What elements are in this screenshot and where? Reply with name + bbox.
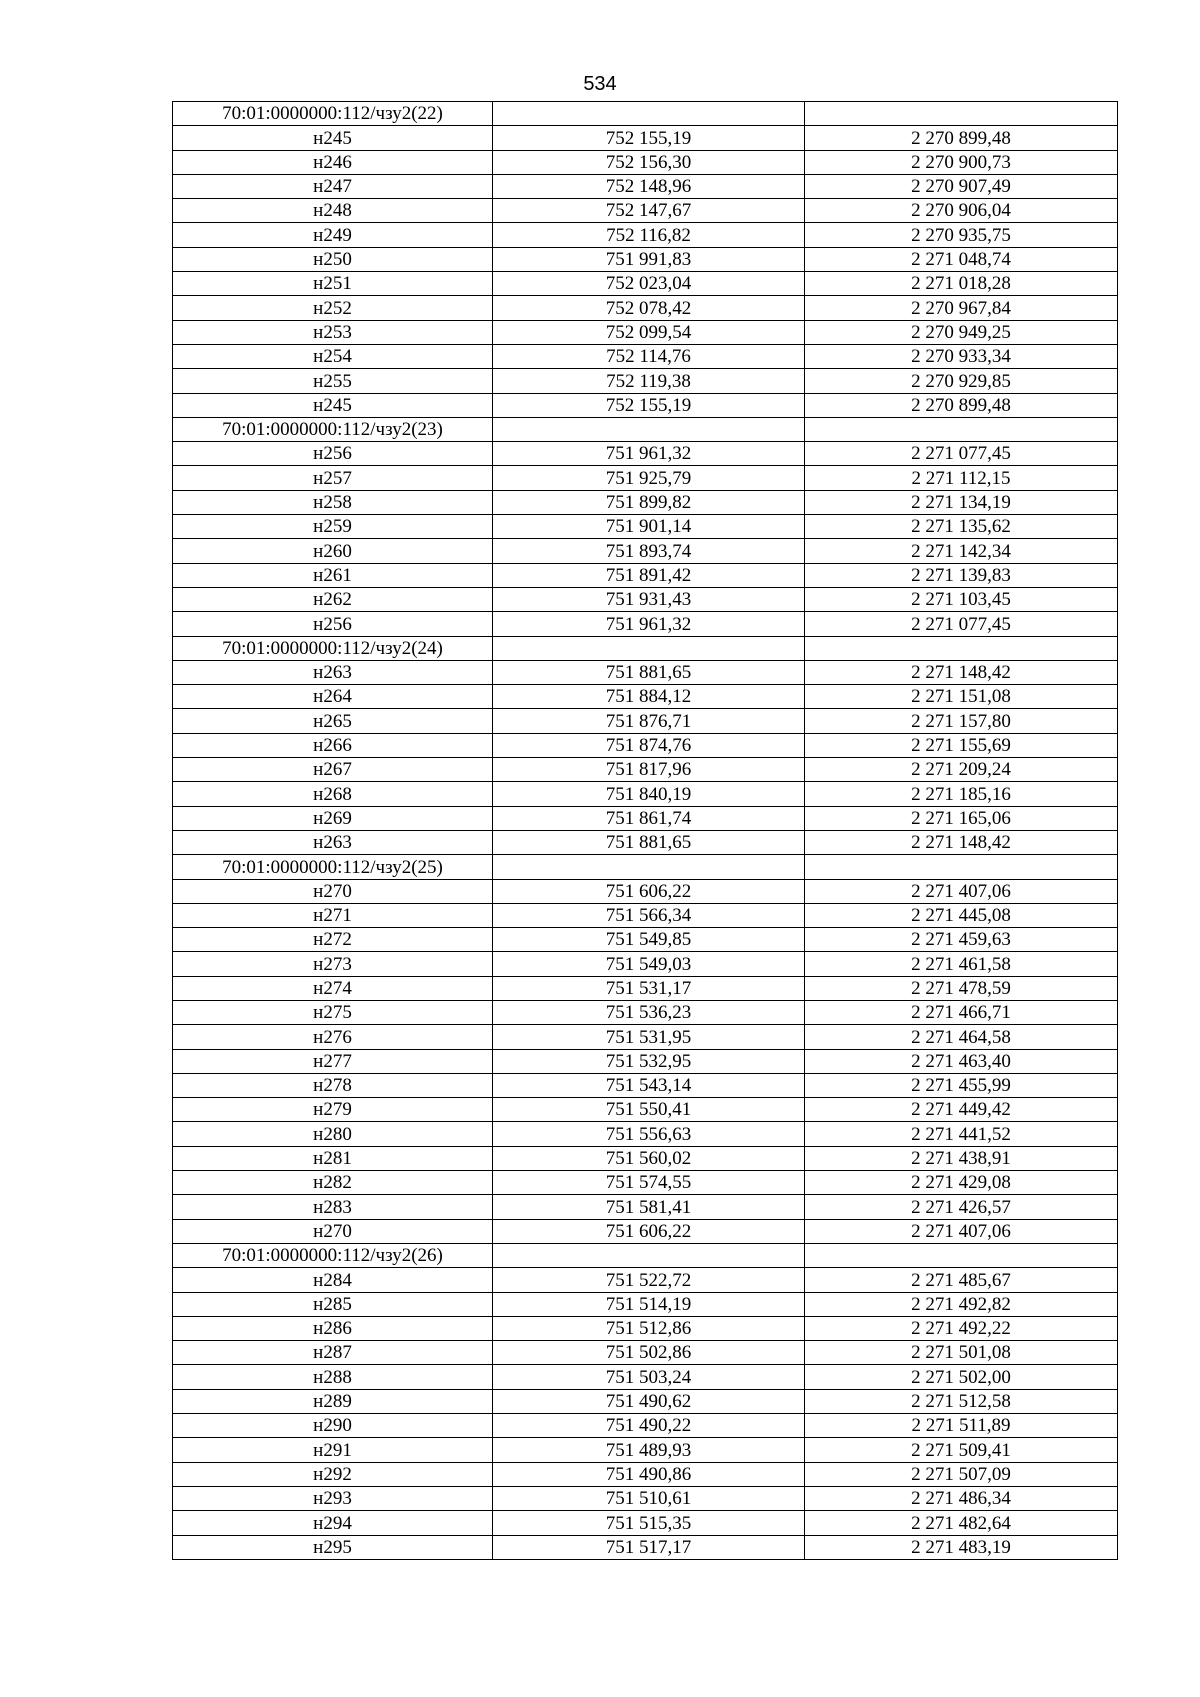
point-label-cell: н270 <box>173 879 493 903</box>
point-label-cell: н281 <box>173 1146 493 1170</box>
y-coordinate-cell: 2 270 907,49 <box>805 174 1118 198</box>
y-coordinate-cell: 2 271 485,67 <box>805 1268 1118 1292</box>
y-coordinate-cell: 2 271 142,34 <box>805 539 1118 563</box>
point-label-cell: н245 <box>173 393 493 417</box>
x-coordinate-cell <box>493 1243 805 1267</box>
x-coordinate-cell: 751 606,22 <box>493 879 805 903</box>
y-coordinate-cell: 2 271 018,28 <box>805 272 1118 296</box>
point-label-cell: н247 <box>173 174 493 198</box>
y-coordinate-cell: 2 271 464,58 <box>805 1025 1118 1049</box>
y-coordinate-cell: 2 271 165,06 <box>805 806 1118 830</box>
point-label-cell: н294 <box>173 1511 493 1535</box>
table-row <box>173 1535 1118 1559</box>
x-coordinate-cell <box>493 102 805 126</box>
table-row <box>173 1316 1118 1340</box>
x-coordinate-cell: 752 155,19 <box>493 393 805 417</box>
y-coordinate-cell: 2 271 157,80 <box>805 709 1118 733</box>
y-coordinate-cell: 2 271 483,19 <box>805 1535 1118 1559</box>
x-coordinate-cell: 751 556,63 <box>493 1122 805 1146</box>
y-coordinate-cell: 2 271 407,06 <box>805 879 1118 903</box>
table-row <box>173 539 1118 563</box>
table-row <box>173 1171 1118 1195</box>
y-coordinate-cell: 2 271 135,62 <box>805 515 1118 539</box>
x-coordinate-cell: 751 549,85 <box>493 928 805 952</box>
x-coordinate-cell: 751 884,12 <box>493 685 805 709</box>
table-row <box>173 903 1118 927</box>
point-label-cell: н282 <box>173 1171 493 1195</box>
point-label-cell: н262 <box>173 587 493 611</box>
x-coordinate-cell: 751 899,82 <box>493 490 805 514</box>
y-coordinate-cell: 2 271 139,83 <box>805 563 1118 587</box>
table-row <box>173 1341 1118 1365</box>
table-row <box>173 758 1118 782</box>
table-row <box>173 174 1118 198</box>
y-coordinate-cell <box>805 855 1118 879</box>
point-label-cell: н277 <box>173 1049 493 1073</box>
point-label-cell: н289 <box>173 1389 493 1413</box>
table-row <box>173 272 1118 296</box>
x-coordinate-cell: 751 566,34 <box>493 903 805 927</box>
table-section-header-row <box>173 855 1118 879</box>
y-coordinate-cell: 2 270 967,84 <box>805 296 1118 320</box>
point-label-cell: н254 <box>173 344 493 368</box>
table-row <box>173 466 1118 490</box>
y-coordinate-cell: 2 271 459,63 <box>805 928 1118 952</box>
point-label-cell: н272 <box>173 928 493 952</box>
x-coordinate-cell: 751 490,62 <box>493 1389 805 1413</box>
table-row <box>173 515 1118 539</box>
x-coordinate-cell: 751 881,65 <box>493 660 805 684</box>
point-label-cell: н275 <box>173 1000 493 1024</box>
x-coordinate-cell: 751 531,95 <box>493 1025 805 1049</box>
table-row <box>173 1025 1118 1049</box>
point-label-cell: н266 <box>173 733 493 757</box>
table-row <box>173 1438 1118 1462</box>
x-coordinate-cell: 751 840,19 <box>493 782 805 806</box>
table-row <box>173 1122 1118 1146</box>
point-label-cell: 70:01:0000000:112/чзу2(25) <box>173 855 493 879</box>
x-coordinate-cell: 751 961,32 <box>493 442 805 466</box>
y-coordinate-cell: 2 271 426,57 <box>805 1195 1118 1219</box>
point-label-cell: н291 <box>173 1438 493 1462</box>
x-coordinate-cell: 752 147,67 <box>493 199 805 223</box>
point-label-cell: н274 <box>173 976 493 1000</box>
point-label-cell: н256 <box>173 612 493 636</box>
table-row <box>173 563 1118 587</box>
point-label-cell: 70:01:0000000:112/чзу2(24) <box>173 636 493 660</box>
point-label-cell: н248 <box>173 199 493 223</box>
y-coordinate-cell: 2 271 511,89 <box>805 1414 1118 1438</box>
x-coordinate-cell <box>493 417 805 441</box>
table-row <box>173 1219 1118 1243</box>
y-coordinate-cell <box>805 417 1118 441</box>
point-label-cell: н259 <box>173 515 493 539</box>
point-label-cell: н284 <box>173 1268 493 1292</box>
y-coordinate-cell: 2 271 502,00 <box>805 1365 1118 1389</box>
y-coordinate-cell: 2 270 929,85 <box>805 369 1118 393</box>
x-coordinate-cell: 751 489,93 <box>493 1438 805 1462</box>
y-coordinate-cell: 2 271 077,45 <box>805 612 1118 636</box>
x-coordinate-cell: 751 874,76 <box>493 733 805 757</box>
point-label-cell: н293 <box>173 1486 493 1510</box>
y-coordinate-cell: 2 271 209,24 <box>805 758 1118 782</box>
x-coordinate-cell: 751 606,22 <box>493 1219 805 1243</box>
table-section-header-row <box>173 417 1118 441</box>
y-coordinate-cell: 2 270 949,25 <box>805 320 1118 344</box>
table-row <box>173 1268 1118 1292</box>
point-label-cell: н286 <box>173 1316 493 1340</box>
y-coordinate-cell <box>805 636 1118 660</box>
y-coordinate-cell: 2 271 461,58 <box>805 952 1118 976</box>
table-row <box>173 1049 1118 1073</box>
x-coordinate-cell: 751 817,96 <box>493 758 805 782</box>
table-section-header-row <box>173 102 1118 126</box>
x-coordinate-cell: 751 893,74 <box>493 539 805 563</box>
y-coordinate-cell: 2 271 466,71 <box>805 1000 1118 1024</box>
table-row <box>173 223 1118 247</box>
table-row <box>173 1146 1118 1170</box>
table-row <box>173 1000 1118 1024</box>
point-label-cell: н267 <box>173 758 493 782</box>
coordinates-table <box>172 101 1118 1560</box>
x-coordinate-cell: 752 119,38 <box>493 369 805 393</box>
y-coordinate-cell <box>805 102 1118 126</box>
point-label-cell: н270 <box>173 1219 493 1243</box>
x-coordinate-cell: 752 078,42 <box>493 296 805 320</box>
table-row <box>173 733 1118 757</box>
point-label-cell: н257 <box>173 466 493 490</box>
point-label-cell: н245 <box>173 126 493 150</box>
y-coordinate-cell: 2 271 492,22 <box>805 1316 1118 1340</box>
y-coordinate-cell: 2 270 935,75 <box>805 223 1118 247</box>
y-coordinate-cell: 2 271 445,08 <box>805 903 1118 927</box>
table-row <box>173 587 1118 611</box>
table-row <box>173 806 1118 830</box>
table-row <box>173 369 1118 393</box>
point-label-cell: н249 <box>173 223 493 247</box>
table-section-header-row <box>173 636 1118 660</box>
table-row <box>173 952 1118 976</box>
x-coordinate-cell: 751 532,95 <box>493 1049 805 1073</box>
point-label-cell: н258 <box>173 490 493 514</box>
y-coordinate-cell: 2 271 185,16 <box>805 782 1118 806</box>
point-label-cell: н278 <box>173 1073 493 1097</box>
x-coordinate-cell: 751 522,72 <box>493 1268 805 1292</box>
x-coordinate-cell: 752 023,04 <box>493 272 805 296</box>
point-label-cell: н246 <box>173 150 493 174</box>
table-row <box>173 1389 1118 1413</box>
coordinates-table-body <box>173 102 1118 1560</box>
x-coordinate-cell: 752 114,76 <box>493 344 805 368</box>
x-coordinate-cell: 751 991,83 <box>493 247 805 271</box>
table-row <box>173 126 1118 150</box>
point-label-cell: н273 <box>173 952 493 976</box>
table-row <box>173 490 1118 514</box>
x-coordinate-cell: 751 574,55 <box>493 1171 805 1195</box>
table-row <box>173 1292 1118 1316</box>
table-row <box>173 660 1118 684</box>
table-row <box>173 1098 1118 1122</box>
table-row <box>173 199 1118 223</box>
y-coordinate-cell: 2 271 148,42 <box>805 830 1118 854</box>
table-row <box>173 1195 1118 1219</box>
x-coordinate-cell: 751 543,14 <box>493 1073 805 1097</box>
point-label-cell: н279 <box>173 1098 493 1122</box>
y-coordinate-cell: 2 271 441,52 <box>805 1122 1118 1146</box>
table-row <box>173 296 1118 320</box>
point-label-cell: н252 <box>173 296 493 320</box>
x-coordinate-cell: 752 099,54 <box>493 320 805 344</box>
x-coordinate-cell: 751 876,71 <box>493 709 805 733</box>
y-coordinate-cell: 2 271 507,09 <box>805 1462 1118 1486</box>
table-row <box>173 344 1118 368</box>
x-coordinate-cell: 751 517,17 <box>493 1535 805 1559</box>
x-coordinate-cell <box>493 636 805 660</box>
y-coordinate-cell: 2 271 077,45 <box>805 442 1118 466</box>
table-row <box>173 1073 1118 1097</box>
x-coordinate-cell: 752 148,96 <box>493 174 805 198</box>
table-row <box>173 830 1118 854</box>
table-row <box>173 1414 1118 1438</box>
table-row <box>173 709 1118 733</box>
y-coordinate-cell: 2 271 148,42 <box>805 660 1118 684</box>
y-coordinate-cell: 2 270 933,34 <box>805 344 1118 368</box>
table-row <box>173 782 1118 806</box>
x-coordinate-cell: 751 514,19 <box>493 1292 805 1316</box>
y-coordinate-cell: 2 270 906,04 <box>805 199 1118 223</box>
y-coordinate-cell: 2 271 438,91 <box>805 1146 1118 1170</box>
y-coordinate-cell: 2 271 429,08 <box>805 1171 1118 1195</box>
point-label-cell: 70:01:0000000:112/чзу2(22) <box>173 102 493 126</box>
point-label-cell: н283 <box>173 1195 493 1219</box>
y-coordinate-cell: 2 271 512,58 <box>805 1389 1118 1413</box>
x-coordinate-cell: 751 560,02 <box>493 1146 805 1170</box>
point-label-cell: н288 <box>173 1365 493 1389</box>
point-label-cell: н290 <box>173 1414 493 1438</box>
table-row <box>173 320 1118 344</box>
x-coordinate-cell: 751 925,79 <box>493 466 805 490</box>
point-label-cell: н261 <box>173 563 493 587</box>
y-coordinate-cell: 2 270 899,48 <box>805 126 1118 150</box>
point-label-cell: н256 <box>173 442 493 466</box>
x-coordinate-cell: 751 961,32 <box>493 612 805 636</box>
y-coordinate-cell: 2 271 478,59 <box>805 976 1118 1000</box>
x-coordinate-cell: 751 536,23 <box>493 1000 805 1024</box>
y-coordinate-cell: 2 271 492,82 <box>805 1292 1118 1316</box>
point-label-cell: н295 <box>173 1535 493 1559</box>
page-number: 534 <box>583 73 617 95</box>
x-coordinate-cell: 751 891,42 <box>493 563 805 587</box>
x-coordinate-cell: 751 512,86 <box>493 1316 805 1340</box>
x-coordinate-cell: 752 116,82 <box>493 223 805 247</box>
table-row <box>173 1486 1118 1510</box>
x-coordinate-cell: 751 549,03 <box>493 952 805 976</box>
x-coordinate-cell: 751 581,41 <box>493 1195 805 1219</box>
x-coordinate-cell: 752 156,30 <box>493 150 805 174</box>
table-row <box>173 612 1118 636</box>
y-coordinate-cell: 2 271 151,08 <box>805 685 1118 709</box>
x-coordinate-cell: 751 901,14 <box>493 515 805 539</box>
point-label-cell: н255 <box>173 369 493 393</box>
table-row <box>173 976 1118 1000</box>
x-coordinate-cell: 751 550,41 <box>493 1098 805 1122</box>
table-row <box>173 150 1118 174</box>
y-coordinate-cell: 2 271 134,19 <box>805 490 1118 514</box>
table-row <box>173 247 1118 271</box>
point-label-cell: н271 <box>173 903 493 927</box>
x-coordinate-cell: 751 490,22 <box>493 1414 805 1438</box>
table-row <box>173 393 1118 417</box>
y-coordinate-cell: 2 271 482,64 <box>805 1511 1118 1535</box>
point-label-cell: н264 <box>173 685 493 709</box>
x-coordinate-cell: 751 490,86 <box>493 1462 805 1486</box>
y-coordinate-cell: 2 271 455,99 <box>805 1073 1118 1097</box>
y-coordinate-cell: 2 271 155,69 <box>805 733 1118 757</box>
table-row <box>173 442 1118 466</box>
table-row <box>173 685 1118 709</box>
x-coordinate-cell: 751 502,86 <box>493 1341 805 1365</box>
y-coordinate-cell: 2 270 900,73 <box>805 150 1118 174</box>
y-coordinate-cell <box>805 1243 1118 1267</box>
point-label-cell: н292 <box>173 1462 493 1486</box>
x-coordinate-cell: 752 155,19 <box>493 126 805 150</box>
x-coordinate-cell: 751 503,24 <box>493 1365 805 1389</box>
point-label-cell: 70:01:0000000:112/чзу2(26) <box>173 1243 493 1267</box>
point-label-cell: н287 <box>173 1341 493 1365</box>
point-label-cell: н251 <box>173 272 493 296</box>
y-coordinate-cell: 2 271 103,45 <box>805 587 1118 611</box>
y-coordinate-cell: 2 271 486,34 <box>805 1486 1118 1510</box>
x-coordinate-cell: 751 531,17 <box>493 976 805 1000</box>
point-label-cell: н260 <box>173 539 493 563</box>
point-label-cell: н285 <box>173 1292 493 1316</box>
point-label-cell: н269 <box>173 806 493 830</box>
table-row <box>173 1365 1118 1389</box>
x-coordinate-cell: 751 510,61 <box>493 1486 805 1510</box>
y-coordinate-cell: 2 271 112,15 <box>805 466 1118 490</box>
point-label-cell: н263 <box>173 830 493 854</box>
y-coordinate-cell: 2 271 463,40 <box>805 1049 1118 1073</box>
point-label-cell: н276 <box>173 1025 493 1049</box>
point-label-cell: н263 <box>173 660 493 684</box>
y-coordinate-cell: 2 271 048,74 <box>805 247 1118 271</box>
y-coordinate-cell: 2 271 509,41 <box>805 1438 1118 1462</box>
x-coordinate-cell: 751 881,65 <box>493 830 805 854</box>
table-row <box>173 879 1118 903</box>
x-coordinate-cell: 751 861,74 <box>493 806 805 830</box>
y-coordinate-cell: 2 271 501,08 <box>805 1341 1118 1365</box>
point-label-cell: н280 <box>173 1122 493 1146</box>
point-label-cell: н253 <box>173 320 493 344</box>
x-coordinate-cell <box>493 855 805 879</box>
table-row <box>173 928 1118 952</box>
y-coordinate-cell: 2 271 407,06 <box>805 1219 1118 1243</box>
x-coordinate-cell: 751 931,43 <box>493 587 805 611</box>
point-label-cell: н250 <box>173 247 493 271</box>
y-coordinate-cell: 2 271 449,42 <box>805 1098 1118 1122</box>
point-label-cell: н265 <box>173 709 493 733</box>
table-row <box>173 1511 1118 1535</box>
table-section-header-row <box>173 1243 1118 1267</box>
y-coordinate-cell: 2 270 899,48 <box>805 393 1118 417</box>
x-coordinate-cell: 751 515,35 <box>493 1511 805 1535</box>
point-label-cell: 70:01:0000000:112/чзу2(23) <box>173 417 493 441</box>
point-label-cell: н268 <box>173 782 493 806</box>
table-row <box>173 1462 1118 1486</box>
